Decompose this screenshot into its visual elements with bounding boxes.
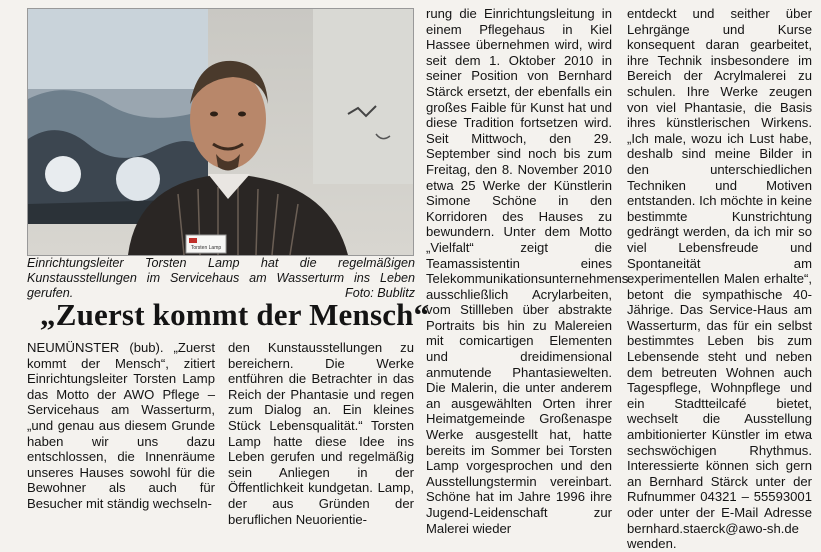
article-headline: „Zuerst kommt der Mensch“ [40, 297, 430, 332]
svg-text:Torsten Lamp: Torsten Lamp [190, 245, 222, 251]
column-text: NEUMÜNSTER (bub). „Zuerst kommt der Mensch“, zitiert Einrichtungsleiter Torsten Lamp das Motto der AWO Pflege – Servicehaus am Wasserturm, „und genau aus diesem Grunde haben wir uns dazu entschlossen, die Innenräume unseres Hauses sowohl für die Bewohner als auch für Besucher mit ständig wechseln- [27, 340, 215, 511]
column-text: rung die Einrichtungsleitung in einem Pflegehaus in Kiel Hassee übernehmen wird, wird seit dem 1. Oktober 2010 in seiner Position von Bernhard Stärck ersetzt, der ebenfalls ein großes Faible für Kunst hat und diese Tradition fortsetzen wird. Seit Mittwoch, den 29. September sind noch bis zum Freitag, den 8. November 2010 etwa 25 Werke der Künstlerin Simone Schöne in den Korridoren des Hauses zu bewundern. Unter dem Motto „Vielfalt“ zeigt die Teamassistentin eines Telekommunikationsunternehmens ausschließlich Acrylarbeiten, vom Stillleben über abstrakte Portraits bis hin zu Malereien mit comicartigen Elementen und dreidimensional anmutende Phantasiewelten. Die Malerin, die unter anderem an ausgewählten Orten ihrer Heimatgemeinde Großenaspe Werke ausgestellt hat, hatte bereits im Sommer bei Torsten Lamp vorgesprochen und den Ausstellungstermin vereinbart. Schöne hat im Jahre 1996 ihre Jugend-Leidenschaft zur Malerei wieder [426, 6, 629, 536]
column-text: entdeckt und seither über Lehrgänge und Kurse konsequent daran gearbeitet, ihre Technik insbesondere im Bereich der Acrylmalerei zu schulen. Ihre Werke zeugen von viel Phantasie, die Basis ihres künstlerischen Wirkens. „Ich male, wozu ich Lust habe, deshalb sind meine Bilder in den unterschiedlichen Techniken und Motiven entstanden. Ich möchte in keine bestimmte Kunstrichtung gedrängt werden, da ich mir so viel Lebensfreude und Spontaneität am experimentellen Malen erhalte“, betont die sympathische 40-Jährige. Das Service-Haus am Wasserturm, das für ein selbst bestimmtes Leben bis zum Lebensende steht und neben dem betreuten Wohnen auch Tagespflege, Wohnpflege und ein Stadtteilcafé bietet, wechselt die Ausstellung ambitionierter Künstler im etwa sechswöchigen Rhythmus. Interessierte können sich gern an Bernhard Stärck unter der Rufnummer 04321 – 55593001 oder unter der E-Mail Adresse bernhard.staerck@awo-sh.de wenden. [627, 6, 812, 552]
column-text: den Kunstausstellungen zu bereichern. Die Werke entführen die Betrachter in das Reich der Phantasie und regen zum Dialog an. Ein kleines Stück Lebensqualität.“ Torsten Lamp hatte diese Idee ins Leben gerufen und regelmäßig sein Anliegen in der Öffentlichkeit kundgetan. Lamp, der aus Gründen der beruflichen Neuorientie- [228, 340, 414, 527]
painting-right [313, 9, 413, 184]
caption-text: Einrichtungsleiter Torsten Lamp hat die regelmäßigen Kunstausstellungen im Servicehaus am Wasserturm ins Leben gerufen. [27, 256, 415, 300]
article-photo [27, 8, 414, 256]
photo-caption [27, 256, 415, 301]
name-badge [186, 235, 226, 253]
article-column-1 [27, 340, 215, 512]
photo-credit: Foto: Bublitz [345, 286, 415, 300]
article-column-4 [627, 6, 812, 552]
photo-illustration [28, 9, 413, 255]
article-column-3 [426, 6, 629, 536]
article-column-2 [228, 340, 414, 527]
